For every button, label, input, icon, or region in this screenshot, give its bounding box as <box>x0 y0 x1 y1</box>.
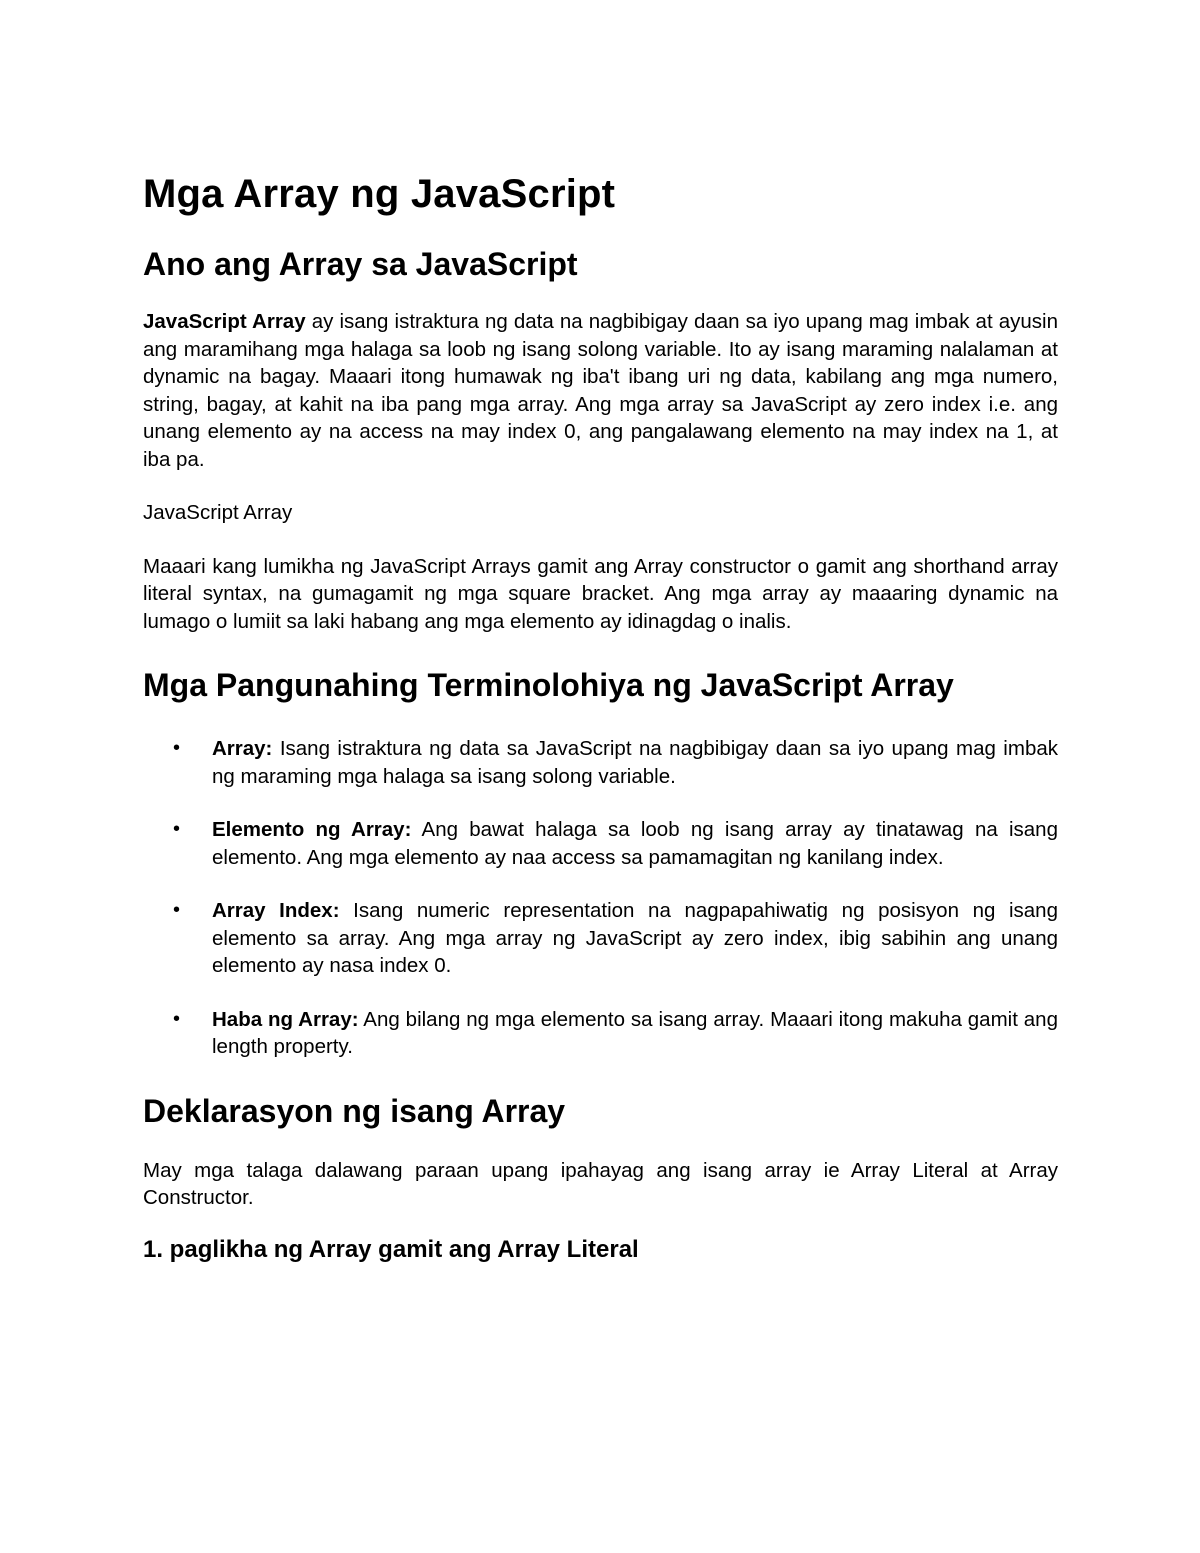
intro-text: ay isang istraktura ng data na nagbibigay daan sa iyo upang mag imbak at ayusin ang maramihang mga halaga sa loob ng isang solong variable. Ito ay isang maraming nalalaman at dynamic na bagay. Maaari itong humawak ng iba't ibang uri ng data, kabilang ang mga numero, string, bagay, at kahit na iba pang mga array. Ang mga array sa JavaScript ay zero index i.e. ang unang elemento ay na access na may index 0, ang pangalawang elemento na may index na 1, at iba pa. <box>143 310 1059 471</box>
list-item <box>143 816 1058 871</box>
bullet-icon: • <box>173 1007 181 1030</box>
intro-bold-term: JavaScript Array <box>143 310 306 333</box>
document-page <box>143 168 1058 1266</box>
term-label: Array Index: <box>212 899 340 922</box>
bullet-icon: • <box>173 737 181 759</box>
section-heading-declaration: Deklarasyon ng isang Array <box>143 1092 566 1129</box>
term-definition: Isang istraktura ng data sa JavaScript na nagbibigay daan sa iyo upang mag imbak ng maraming mga halaga sa isang solong variable. <box>212 737 1058 788</box>
bullet-icon: • <box>173 899 181 921</box>
list-item <box>143 1006 1058 1061</box>
array-creation-paragraph: Maaari kang lumikha ng JavaScript Arrays gamit ang Array constructor o gamit ang shorthand array literal syntax, na gumagamit ng mga square bracket. Ang mga array ay maaaring dynamic na lumago o lumiit sa laki habang ang mga elemento ay idinagdag o inalis. <box>143 554 1058 633</box>
list-item <box>143 897 1058 980</box>
document-title: Mga Array ng JavaScript <box>143 172 616 216</box>
declaration-paragraph: May mga talaga dalawang paraan upang ipahayag ang isang array ie Array Literal at Array Constructor. <box>143 1158 1058 1209</box>
term-definition: Isang numeric representation na nagpapahiwatig ng posisyon ng isang elemento sa array. Ang mga array ng JavaScript ay zero index, ibig sabihin ang unang elemento ay nasa index 0. <box>212 899 1058 977</box>
term-definition: Ang bilang ng mga elemento sa isang array. Maaari itong makuha gamit ang length property. <box>212 1007 1058 1058</box>
image-caption: JavaScript Array <box>143 501 293 524</box>
intro-paragraph <box>143 308 1058 473</box>
bullet-icon: • <box>173 818 181 840</box>
section-heading-what-is-array: Ano ang Array sa JavaScript <box>143 246 578 282</box>
list-item <box>143 735 1058 790</box>
term-label: Haba ng Array: <box>212 1007 359 1031</box>
term-definition: Ang bawat halaga sa loob ng isang array ay tinatawag na isang elemento. Ang mga elemento ay naa access sa pamamagitan ng kanilang index. <box>212 818 1058 869</box>
subheading-array-literal: 1. paglikha ng Array gamit ang Array Literal <box>143 1235 639 1263</box>
section-heading-terminology: Mga Pangunahing Terminolohiya ng JavaScript Array <box>143 667 954 703</box>
term-label: Array: <box>212 737 273 760</box>
term-label: Elemento ng Array: <box>212 818 412 841</box>
terminology-list <box>143 735 1058 1061</box>
